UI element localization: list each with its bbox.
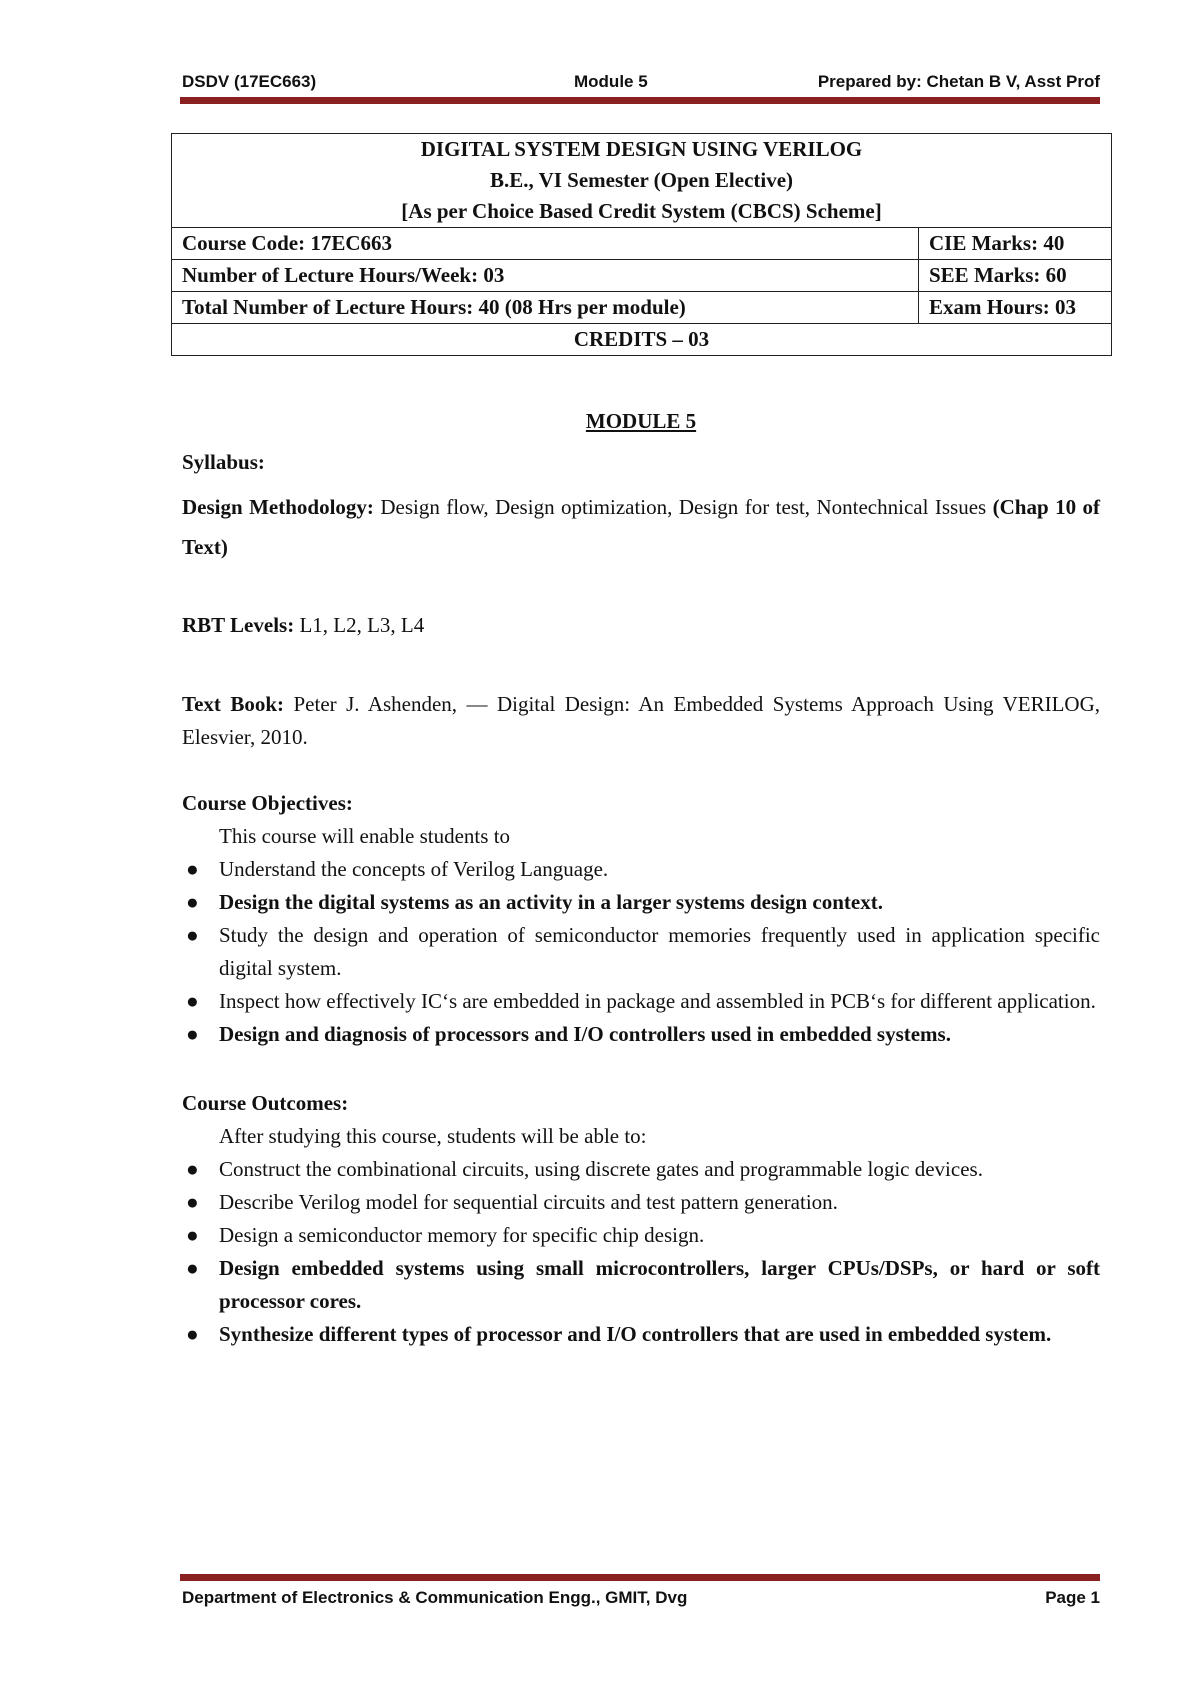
text-book-text: Peter J. Ashenden, — Digital Design: An Embedded Systems Approach Using VERILOG, Elesvier, 2010. [182,692,1100,749]
outcome-text: Construct the combinational circuits, using discrete gates and programmable logic devices. [219,1157,983,1181]
outcome-text: Synthesize different types of processor and I/O controllers that are used in embedded system. [219,1322,1052,1346]
design-methodology-ref: (Chap 10 of Text) [182,495,1100,559]
list-item [182,1186,1100,1219]
page-number: Page 1 [1045,1588,1100,1607]
lecture-hours-week-cell: Number of Lecture Hours/Week: 03 [172,260,919,292]
list-item [182,1018,1100,1051]
module-title: MODULE 5 [585,409,697,433]
bullet-icon: ● [186,989,199,1013]
text-book-label: Text Book: [182,692,285,716]
page-header [182,72,1100,96]
course-scheme: [As per Choice Based Credit System (CBCS) Scheme] [172,196,1112,228]
course-info-table [171,133,1112,356]
objective-text: Study the design and operation of semiconductor memories frequently used in application specific digital system. [219,923,1100,980]
objective-text: Inspect how effectively IC‘s are embedded in package and assembled in PCB‘s for different application. [219,989,1096,1013]
table-row [172,260,1112,292]
bullet-icon: ● [186,890,199,914]
objective-text: Understand the concepts of Verilog Language. [219,857,609,881]
course-semester: B.E., VI Semester (Open Elective) [172,165,1112,196]
bullet-icon: ● [186,1022,199,1046]
bullet-icon: ● [186,1223,199,1247]
outcome-text: Design embedded systems using small microcontrollers, larger CPUs/DSPs, or hard or soft processor cores. [219,1256,1100,1313]
outcomes-list [182,1153,1100,1351]
outcomes-heading: Course Outcomes: [182,1091,349,1115]
objective-text: Design the digital systems as an activity in a larger systems design context. [219,890,883,914]
list-item [182,1153,1100,1186]
rbt-text: L1, L2, L3, L4 [294,613,425,637]
design-methodology-text: Design flow, Design optimization, Design for test, Nontechnical Issues [373,495,993,519]
rbt-levels [182,609,1100,642]
outcome-text: Design a semiconductor memory for specific chip design. [219,1223,705,1247]
design-methodology-label: Design Methodology: [182,495,374,519]
header-module: Module 5 [574,72,648,91]
objectives-intro: This course will enable students to [219,824,511,848]
course-title: DIGITAL SYSTEM DESIGN USING VERILOG [172,134,1112,166]
header-rule [180,97,1100,104]
credits-cell: CREDITS – 03 [172,324,1112,356]
bullet-icon: ● [186,1157,199,1181]
see-marks-cell: SEE Marks: 60 [919,260,1112,292]
text-book [182,688,1100,754]
page-content [182,405,1100,1351]
header-prepared-by: Prepared by: Chetan B V, Asst Prof [817,72,1100,91]
header-course-code: DSDV (17EC663) [182,72,317,91]
cie-marks-cell: CIE Marks: 40 [919,228,1112,260]
objective-text: Design and diagnosis of processors and I/O controllers used in embedded systems. [219,1022,951,1046]
list-item [182,1219,1100,1252]
footer-department: Department of Electronics & Communication Engg., GMIT, Dvg [182,1588,688,1607]
footer-rule [180,1574,1100,1581]
objectives-list [182,853,1100,1051]
exam-hours-cell: Exam Hours: 03 [919,292,1112,324]
bullet-icon: ● [186,1256,199,1280]
total-lecture-hours-cell: Total Number of Lecture Hours: 40 (08 Hrs per module) [172,292,919,324]
table-row [172,292,1112,324]
list-item [182,919,1100,985]
table-row [172,228,1112,260]
syllabus-label: Syllabus: [182,450,265,474]
bullet-icon: ● [186,857,199,881]
list-item [182,985,1100,1018]
bullet-icon: ● [186,1190,199,1214]
rbt-label: RBT Levels: [182,613,295,637]
list-item [182,1252,1100,1318]
list-item [182,886,1100,919]
page-footer [182,1588,1100,1612]
design-methodology [182,487,1100,567]
outcome-text: Describe Verilog model for sequential circuits and test pattern generation. [219,1190,838,1214]
course-code-cell: Course Code: 17EC663 [172,228,919,260]
list-item [182,1318,1100,1351]
objectives-heading: Course Objectives: [182,791,353,815]
list-item [182,853,1100,886]
outcomes-intro: After studying this course, students will be able to: [219,1124,647,1148]
bullet-icon: ● [186,1322,199,1346]
bullet-icon: ● [186,923,199,947]
